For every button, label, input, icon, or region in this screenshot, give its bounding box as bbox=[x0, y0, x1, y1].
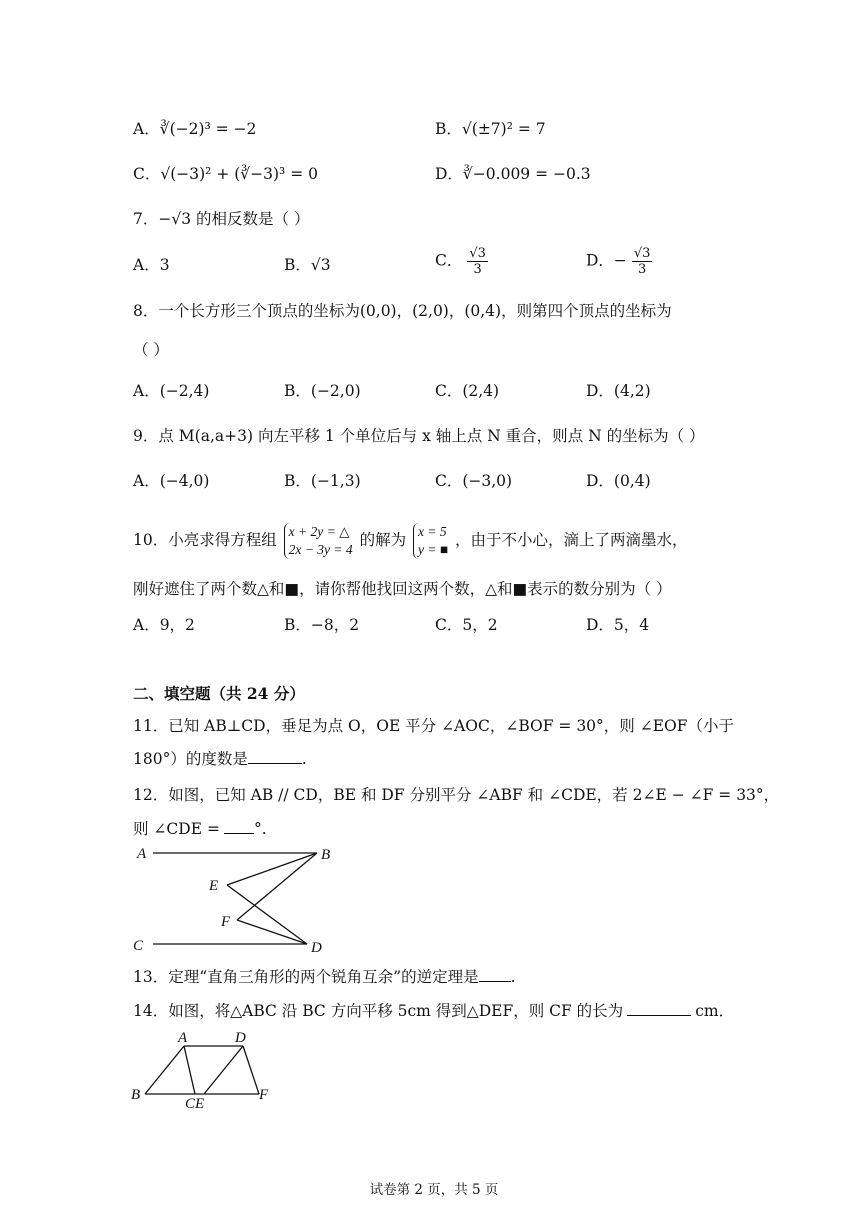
q14-label-f: F bbox=[259, 1087, 269, 1103]
q12-label-c: C bbox=[133, 938, 144, 954]
q9-option-a: A．(−4,0) bbox=[133, 472, 210, 490]
q9-option-b: B．(−1,3) bbox=[284, 472, 361, 490]
q7-option-d-label: D．− bbox=[586, 251, 627, 270]
q10-option-c: C．5，2 bbox=[435, 616, 498, 634]
q10-equation-1: x + 2y = △ bbox=[288, 524, 350, 539]
q12-label-d: D bbox=[311, 940, 322, 956]
q12-line-ed bbox=[227, 885, 307, 944]
q10-option-a: A．9，2 bbox=[133, 616, 195, 634]
q13-text: 13．定理“直角三角形的两个锐角互余”的逆定理是 bbox=[133, 968, 479, 986]
q9-stem: 9．点 M(a,a+3) 向左平移 1 个单位后与 x 轴上点 N 重合，则点 N 的坐标为（ ） bbox=[133, 427, 705, 445]
q9-option-c: C．(−3,0) bbox=[435, 472, 513, 490]
q11-line2-end: . bbox=[301, 750, 307, 768]
q8-option-c: C．(2,4) bbox=[435, 382, 500, 400]
q14-line-ba bbox=[145, 1046, 184, 1094]
q14-label-ce: CE bbox=[185, 1096, 205, 1112]
q12-label-e: E bbox=[209, 878, 219, 894]
section-heading: 二、填空题（共 24 分） bbox=[133, 684, 305, 703]
q6-option-b: B．√(±7)² = 7 bbox=[435, 120, 546, 138]
q12-line2-text: 则 ∠CDE = bbox=[133, 820, 220, 838]
q7-option-d-denominator: 3 bbox=[638, 262, 647, 277]
q9-option-d: D．(0,4) bbox=[586, 472, 651, 490]
q12-line2 bbox=[133, 818, 267, 840]
q6-option-a: A．∛(−2)³ = −2 bbox=[133, 120, 257, 138]
q7-option-c-denominator: 3 bbox=[473, 262, 482, 277]
q14-label-b: B bbox=[131, 1087, 141, 1103]
q7-option-b: B．√3 bbox=[284, 256, 331, 274]
q7-option-d-numerator: √3 bbox=[633, 246, 651, 261]
q8-stem: 8．一个长方形三个顶点的坐标为(0,0)，(2,0)，(0,4)，则第四个顶点的坐标为 bbox=[133, 302, 672, 320]
q8-option-d: D．(4,2) bbox=[586, 382, 651, 400]
q7-option-a: A．3 bbox=[133, 256, 170, 274]
q14-label-d: D bbox=[235, 1030, 246, 1046]
q14-line-df bbox=[243, 1046, 259, 1094]
q8-option-a: A．(−2,4) bbox=[133, 382, 210, 400]
q14-label-a: A bbox=[178, 1030, 188, 1046]
q7-option-d-fraction bbox=[632, 246, 653, 277]
q10-option-b: B．−8，2 bbox=[284, 616, 360, 634]
q7-option-c-label: C． bbox=[435, 251, 463, 270]
q12-label-f: F bbox=[221, 914, 231, 930]
q14-line bbox=[133, 1000, 734, 1022]
q10-option-d: D．5，4 bbox=[586, 616, 650, 634]
q14-text: 14．如图，将△ABC 沿 BC 方向平移 5cm 得到△DEF，则 CF 的长为 bbox=[133, 1002, 624, 1020]
q10-solution-system bbox=[413, 523, 448, 559]
q10-mid: 的解为 bbox=[359, 531, 407, 549]
q7-stem: 7．−√3 的相反数是（ ） bbox=[133, 210, 310, 228]
q10-solution-2: y = ■ bbox=[418, 542, 449, 557]
q10-stem-line2: 刚好遮住了两个数△和■，请你帮他找回这两个数，△和■表示的数分别为（ ） bbox=[133, 580, 672, 598]
q6-option-c: C．√(−3)² + (∛−3)³ = 0 bbox=[133, 165, 318, 183]
q12-figure bbox=[125, 840, 345, 958]
q10-equation-2: 2x − 3y = 4 bbox=[288, 542, 353, 557]
q12-label-b: B bbox=[321, 847, 331, 863]
q10-solution-1: x = 5 bbox=[418, 524, 447, 539]
q8-stem-bracket: （ ） bbox=[133, 341, 169, 359]
q12-line-bf bbox=[237, 853, 317, 920]
q12-line-be bbox=[227, 853, 317, 885]
q14-line-ac bbox=[184, 1046, 195, 1094]
q10-prefix: 10．小亮求得方程组 bbox=[133, 531, 277, 549]
q10-suffix: ，由于不小心，滴上了两滴墨水， bbox=[454, 531, 688, 549]
q14-end: cm． bbox=[695, 1002, 735, 1020]
q11-line2-text: 180°）的度数是 bbox=[133, 750, 248, 768]
q12-line1: 12．如图，已知 AB // CD，BE 和 DF 分别平分 ∠ABF 和 ∠CDE，若 2∠E − ∠F = 33°， bbox=[133, 786, 780, 804]
q11-answer-blank bbox=[248, 749, 302, 764]
q7-option-c-fraction bbox=[467, 246, 488, 277]
q7-option-c-numerator: √3 bbox=[469, 246, 486, 261]
q12-label-a: A bbox=[137, 846, 147, 862]
q13-line bbox=[133, 966, 516, 988]
q14-line-ed bbox=[204, 1046, 243, 1094]
q7-option-d bbox=[586, 246, 652, 277]
q12-line-fd bbox=[237, 920, 307, 944]
q8-option-b: B．(−2,0) bbox=[284, 382, 361, 400]
q14-answer-blank bbox=[627, 1001, 691, 1016]
q12-answer-blank bbox=[224, 819, 254, 834]
q13-answer-blank bbox=[479, 967, 511, 982]
q11-line1: 11．已知 AB⊥CD，垂足为点 O，OE 平分 ∠AOC，∠BOF = 30°，则 ∠EOF（小于 bbox=[133, 717, 734, 735]
q7-option-c bbox=[435, 246, 488, 277]
q10-stem bbox=[133, 518, 688, 562]
page-footer: 试卷第 2 页，共 5 页 bbox=[369, 1182, 499, 1198]
q13-end: . bbox=[510, 968, 516, 986]
q12-line2-end: °. bbox=[253, 820, 267, 838]
q10-equation-system bbox=[284, 523, 353, 559]
q11-line2 bbox=[133, 748, 307, 770]
q6-option-d: D．∛−0.009 = −0.3 bbox=[435, 165, 591, 183]
q14-figure bbox=[125, 1028, 285, 1112]
